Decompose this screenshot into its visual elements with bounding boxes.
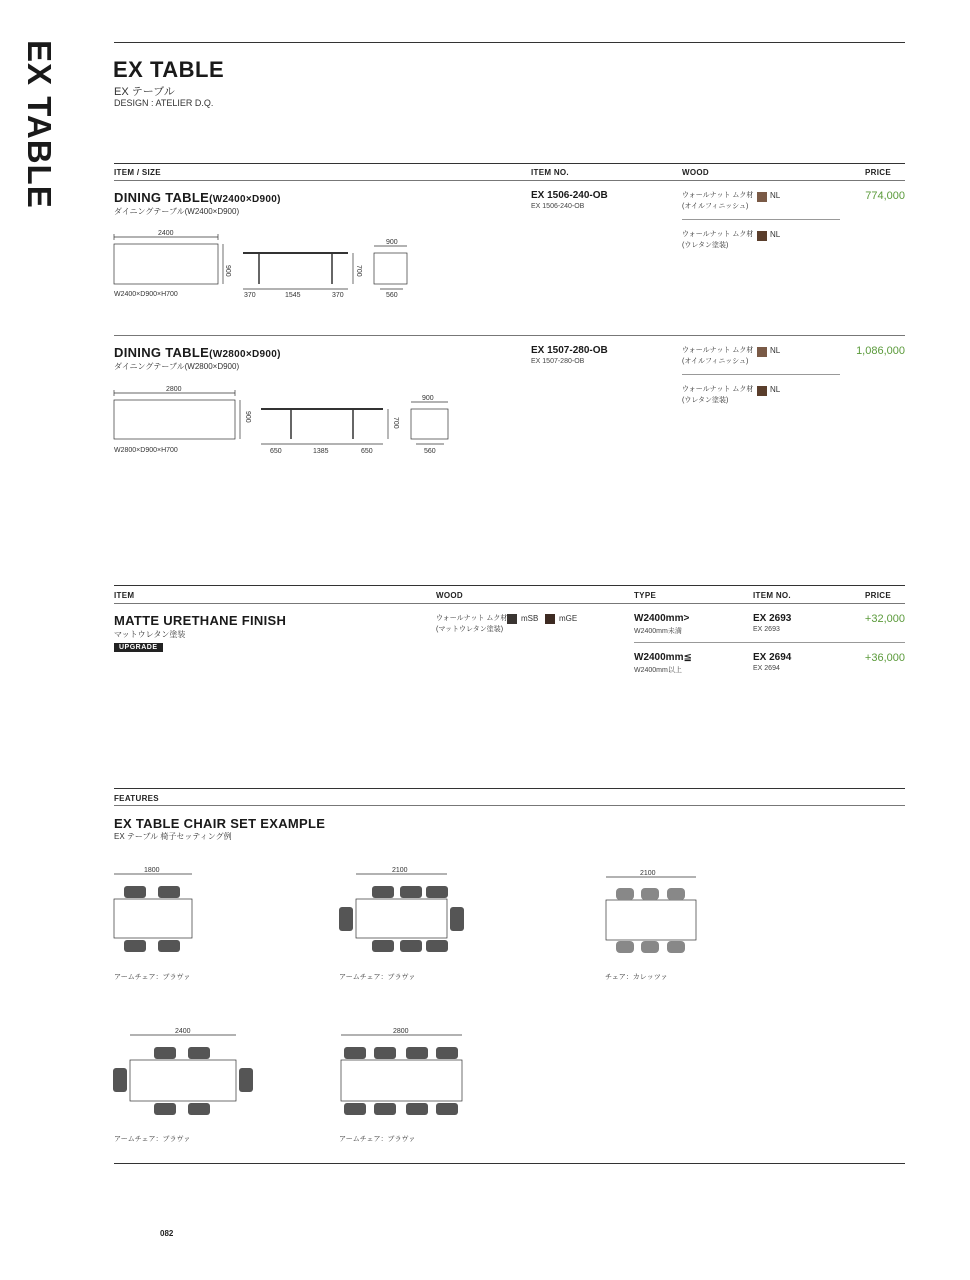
dim-leg: 1545	[285, 292, 301, 299]
dim-leg: 650	[361, 448, 373, 455]
chair-set-diagram	[600, 865, 705, 960]
col-item-no: ITEM NO.	[753, 591, 791, 600]
price: 1,086,000	[856, 345, 905, 357]
wood-divider	[682, 374, 840, 375]
set-caption: アームチェア：ブラヴァ	[114, 1136, 191, 1143]
features-label: FEATURES	[114, 794, 159, 803]
set-caption: アームチェア：ブラヴァ	[114, 974, 191, 981]
dim-leg: 370	[244, 292, 256, 299]
dim-depth: 900	[244, 411, 251, 423]
bottom-rule	[114, 1163, 905, 1164]
page-title: EX TABLE	[113, 57, 225, 82]
dim-leg: 650	[270, 448, 282, 455]
dim-end-bottom: 560	[386, 292, 398, 299]
chair-set-diagram	[110, 862, 200, 957]
dim-leg: 1385	[313, 448, 329, 455]
features-header-rule	[114, 805, 905, 806]
features-top-rule	[114, 788, 905, 789]
product-name-jp: ダイニングテーブル(W2800×D900)	[114, 362, 240, 371]
page-subtitle-jp: EX テーブル	[114, 86, 175, 98]
set-caption: チェア：カレッツァ	[605, 974, 668, 981]
set-width: 2100	[640, 870, 656, 877]
upgrade-name-jp: マットウレタン塗装	[114, 630, 186, 639]
wood-code: NL	[770, 230, 781, 239]
col-type: TYPE	[634, 591, 657, 600]
price: 774,000	[865, 190, 905, 202]
chair-set-diagram	[336, 1025, 471, 1125]
wood-swatch	[545, 614, 555, 624]
set-width: 2400	[175, 1028, 191, 1035]
wood-code: mGE	[559, 614, 578, 623]
set-caption: アームチェア：ブラヴァ	[339, 974, 416, 981]
chair-set-diagram	[334, 862, 474, 957]
set-width: 2800	[393, 1028, 409, 1035]
type-divider	[634, 642, 905, 643]
set-width: 1800	[144, 867, 160, 874]
features-title-jp: EX テーブル 椅子セッティング例	[114, 832, 232, 841]
price: +36,000	[864, 652, 905, 664]
col-price: PRICE	[865, 591, 891, 600]
item-number: EX 2694	[753, 652, 792, 663]
dim-width: 2800	[166, 386, 182, 393]
item-number-small: EX 1507-280-OB	[531, 358, 585, 365]
dim-height: 700	[355, 265, 362, 277]
features-title: EX TABLE CHAIR SET EXAMPLE	[114, 816, 326, 831]
page-number: 082	[160, 1229, 174, 1238]
wood-option: ウォールナット ムク材 (ウレタン塗装)	[682, 231, 754, 249]
col-wood: WOOD	[682, 168, 709, 177]
set-caption: アームチェア：ブラヴァ	[339, 1136, 416, 1143]
dimension-caption: W2400×D900×H700	[114, 291, 178, 298]
wood-swatch	[757, 192, 767, 202]
chair-set-diagram	[110, 1025, 260, 1125]
wood-code: NL	[770, 385, 781, 394]
col-item: ITEM	[114, 591, 135, 600]
product-name: DINING TABLE(W2400×D900)	[114, 190, 281, 205]
wood-swatch	[507, 614, 517, 624]
dim-height: 700	[392, 417, 399, 429]
item-number: EX 1507-280-OB	[531, 345, 608, 356]
dim-leg: 370	[332, 292, 344, 299]
set-width: 2100	[392, 867, 408, 874]
type-value: W2400mm≦	[634, 652, 692, 663]
table1-top-rule	[114, 163, 905, 164]
dimension-caption: W2800×D900×H700	[114, 447, 178, 454]
price: +32,000	[864, 613, 905, 625]
wood-option: ウォールナット ムク材 (オイルフィニッシュ)	[682, 192, 754, 210]
upgrade-badge: UPGRADE	[114, 643, 163, 652]
col-wood: WOOD	[436, 591, 463, 600]
row-divider	[114, 335, 905, 336]
dim-width: 2400	[158, 230, 174, 237]
product-name-jp: ダイニングテーブル(W2400×D900)	[114, 207, 240, 216]
wood-code: NL	[770, 191, 781, 200]
dim-depth: 900	[224, 265, 231, 277]
wood-option: ウォールナット ムク材 (マットウレタン塗装)	[436, 615, 508, 633]
design-credit: DESIGN : ATELIER D.Q.	[114, 98, 214, 108]
item-number-small: EX 2694	[753, 665, 780, 672]
col-item-size: ITEM / SIZE	[114, 168, 161, 177]
type-value: W2400mm>	[634, 613, 690, 624]
item-number: EX 2693	[753, 613, 792, 624]
wood-swatch	[757, 386, 767, 396]
wood-divider	[682, 219, 840, 220]
product-name: DINING TABLE(W2800×D900)	[114, 345, 281, 360]
dim-end-top: 900	[422, 395, 434, 402]
top-rule	[114, 42, 905, 43]
col-price: PRICE	[865, 168, 891, 177]
dim-end-bottom: 560	[424, 448, 436, 455]
item-number: EX 1506-240-OB	[531, 190, 608, 201]
dim-end-top: 900	[386, 239, 398, 246]
wood-swatch	[757, 347, 767, 357]
side-title	[18, 40, 58, 209]
table2-top-rule	[114, 585, 905, 586]
upgrade-name: MATTE URETHANE FINISH	[114, 613, 287, 628]
wood-swatch	[757, 231, 767, 241]
type-value-jp: W2400mm未満	[634, 628, 682, 635]
table1-header-rule	[114, 180, 905, 181]
col-item-no: ITEM NO.	[531, 168, 569, 177]
type-value-jp: W2400mm以上	[634, 667, 682, 674]
wood-option: ウォールナット ムク材 (ウレタン塗装)	[682, 386, 754, 404]
table2-header-rule	[114, 603, 905, 604]
side-title-text: EX TABLE	[21, 40, 58, 209]
item-number-small: EX 2693	[753, 626, 780, 633]
item-number-small: EX 1506-240-OB	[531, 203, 585, 210]
wood-code: mSB	[521, 614, 539, 623]
wood-code: NL	[770, 346, 781, 355]
wood-option: ウォールナット ムク材 (オイルフィニッシュ)	[682, 347, 754, 365]
